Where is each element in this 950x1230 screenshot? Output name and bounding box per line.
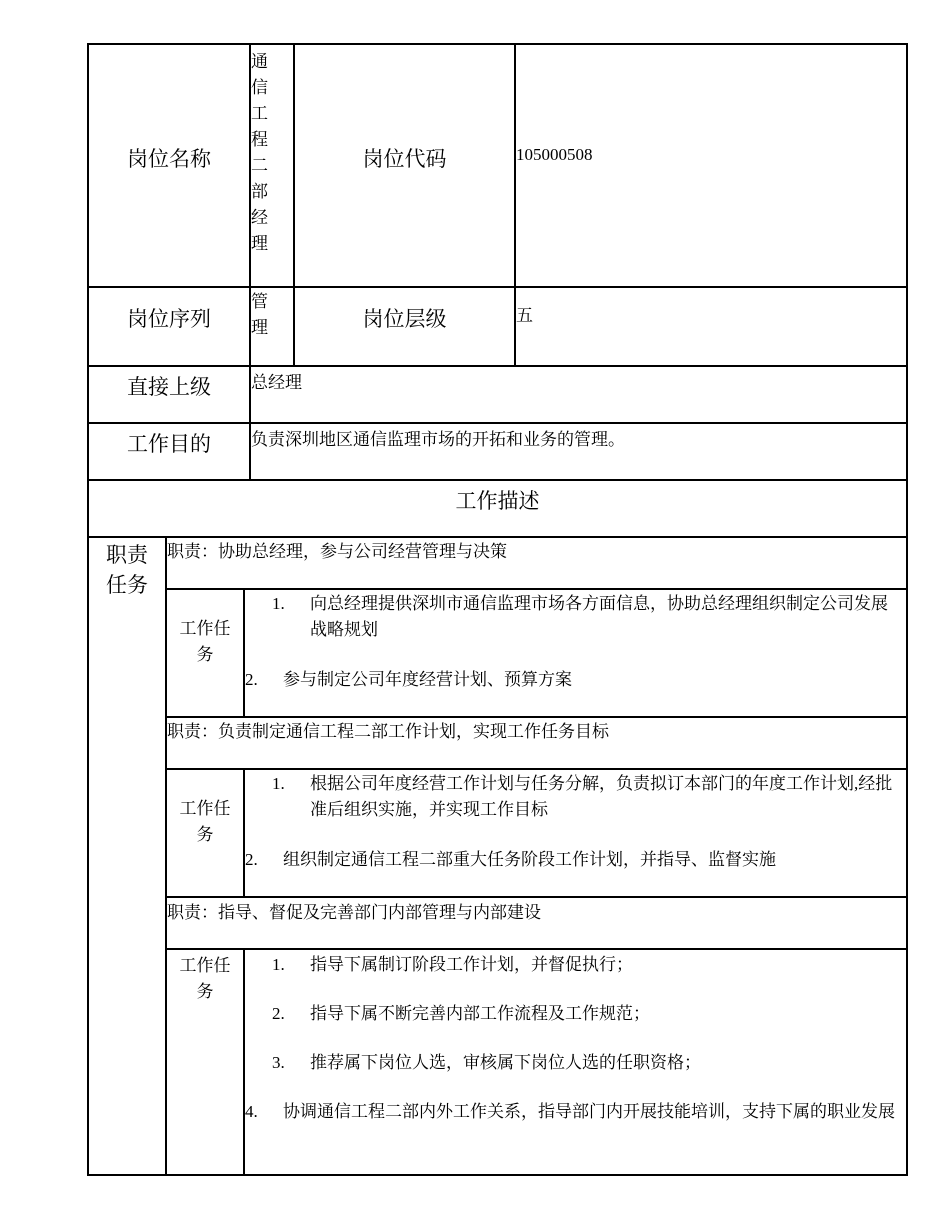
task-text: 向总经理提供深圳市通信监理市场各方面信息，协助总经理组织制定公司发展战略规划: [310, 594, 888, 639]
task-text: 根据公司年度经营工作计划与任务分解，负责拟订本部门的年度工作计划,经批准后组织实施，并实现工作目标: [310, 774, 893, 819]
task-item: [272, 952, 896, 978]
row-divider: [87, 365, 908, 367]
purpose-value: 负责深圳地区通信监理市场的开拓和业务的管理。: [251, 430, 625, 449]
task-number: 1.: [272, 774, 285, 793]
task-number: 1.: [272, 594, 285, 613]
task-number: 2.: [245, 850, 258, 869]
position-code-value: 105000508: [516, 145, 593, 164]
position-name-value: 通信工程二部经理: [251, 52, 268, 253]
supervisor-value: 总经理: [251, 373, 302, 392]
task-item: [272, 591, 896, 643]
position-series-label: 岗位序列: [127, 307, 211, 331]
task-item: [245, 1099, 899, 1125]
task-label: 工作任务: [179, 799, 231, 844]
task-text: 指导下属不断完善内部工作流程及工作规范；: [310, 1004, 650, 1023]
task-item: [245, 667, 895, 693]
duties-side-label: [89, 540, 165, 600]
table-border-bottom: [87, 1174, 908, 1176]
task-item: [245, 847, 895, 873]
task-item: [272, 771, 896, 823]
task-number: 3.: [272, 1053, 285, 1072]
supervisor-label: 直接上级: [127, 375, 211, 399]
row-divider: [87, 536, 908, 538]
row-divider: [165, 716, 908, 718]
row-divider: [165, 896, 908, 898]
task-text: 参与制定公司年度经营计划、预算方案: [283, 670, 572, 689]
position-level-label: 岗位层级: [362, 307, 447, 331]
task-number: 2.: [272, 1004, 285, 1023]
position-name-label: 岗位名称: [127, 147, 211, 171]
task-item: [272, 1001, 896, 1027]
task-label: 工作任务: [179, 619, 231, 664]
position-code-label: 岗位代码: [362, 147, 447, 171]
task-text: 组织制定通信工程二部重大任务阶段工作计划，并指导、监督实施: [283, 850, 776, 869]
task-label: 工作任务: [179, 956, 231, 1001]
col-divider: [243, 948, 245, 1176]
row-divider: [165, 948, 908, 950]
duty-title: 职责：指导、督促及完善部门内部管理与内部建设: [167, 903, 541, 922]
position-series-value: 管理: [251, 292, 268, 337]
task-number: 2.: [245, 670, 258, 689]
row-divider: [87, 422, 908, 424]
task-text: 指导下属制订阶段工作计划，并督促执行；: [310, 955, 633, 974]
col-divider: [243, 768, 245, 897]
task-number: 4.: [245, 1102, 258, 1121]
row-divider: [165, 588, 908, 590]
task-number: 1.: [272, 955, 285, 974]
row-divider: [87, 479, 908, 481]
row-divider: [165, 768, 908, 770]
section-title: 工作描述: [455, 489, 540, 513]
row-divider: [87, 286, 908, 288]
table-border-left: [87, 43, 89, 1176]
table-border-top: [87, 43, 908, 45]
task-text: 协调通信工程二部内外工作关系，指导部门内开展技能培训，支持下属的职业发展: [283, 1102, 895, 1121]
duties-side-label-line2: 任务: [106, 573, 148, 597]
purpose-label: 工作目的: [127, 432, 211, 456]
duties-side-label-line1: 职责: [106, 543, 148, 567]
task-item: [272, 1050, 896, 1076]
col-divider: [243, 588, 245, 717]
position-level-value: 五: [516, 306, 533, 325]
duty-title: 职责：负责制定通信工程二部工作计划，实现工作任务目标: [167, 722, 609, 741]
duty-title: 职责：协助总经理，参与公司经营管理与决策: [167, 542, 507, 561]
table-border-right: [906, 43, 908, 1176]
task-text: 推荐属下岗位人选，审核属下岗位人选的任职资格；: [310, 1053, 701, 1072]
